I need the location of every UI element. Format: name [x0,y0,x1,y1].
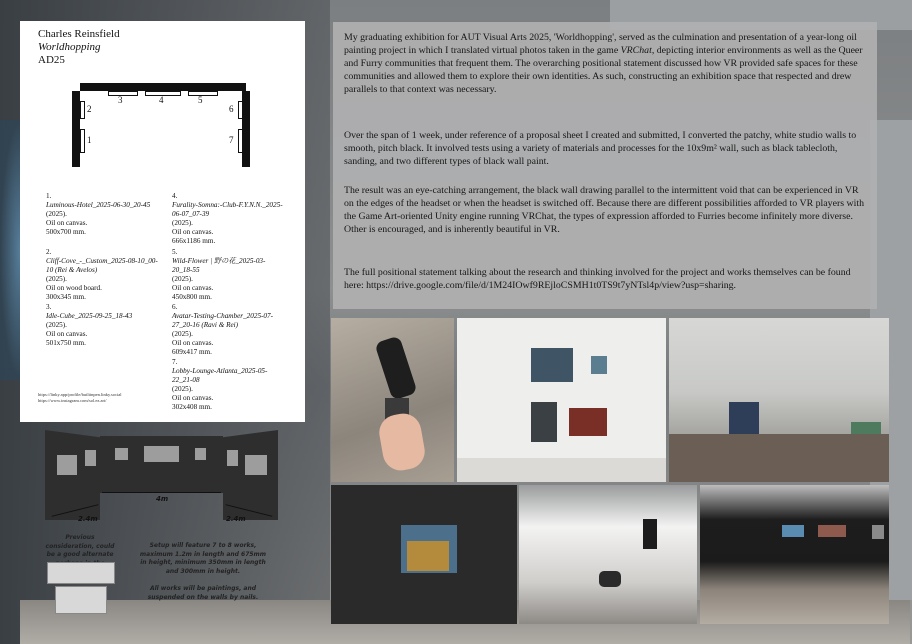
plan-frame-2 [80,101,85,119]
list-item: 3. Idle-Cube_2025-09-25_18-43 (2025). Oil on canvas. 501x750 mm. [46,303,133,347]
proposal-back-wall [100,436,223,493]
alternate-note: Previous consideration, could be a good alternate [45,534,115,558]
statement-paragraph-2: Over the span of 1 week, under reference of a proposal sheet I created and submitted, I converted the patchy, white studio walls to smooth, pitch black. It involved tests using a variety of materials and processes for the 10x9m² wall, such as black tablecloth, sanding, and two different types of black wall paint. [344,130,857,167]
setup-note: Setup will feature 7 to 8 works, maximum 1.2m in length and 675mm in height, minimum 350mm in length and 300mm in height. [139,542,267,575]
list-item: 1. Luminous-Hotel_2025-06-30_20-45 (2025). Oil on canvas. 500x700 mm. [46,192,151,236]
list-item: 6. Avatar-Testing-Chamber_2025-07-27_20-16 (Ravi & Rei) (2025). Oil on canvas. 609x417 mm. [172,303,274,356]
exhibition-code: AD25 [38,54,65,66]
proposal-frame [144,446,179,462]
photo-black-wall-exhibition [700,485,889,624]
proposal-frame [227,450,238,466]
plan-back-wall [80,83,246,91]
instagram-link[interactable]: https://www.instagram.com/sol.ez.art/ [38,398,107,403]
list-item: 4. Furality-Somna:-Club-F.Y.N.N._2025-06-07_07-39 (2025). Oil on canvas. 666x1186 mm. [172,192,283,245]
proposal-frame [57,455,77,475]
artist-statement-panel [333,22,877,309]
photo-gallery-crowd [669,318,889,482]
paintings-note: All works will be paintings, and suspended on the walls by nails. [147,585,259,601]
dimension-arrow [102,492,221,493]
plan-frame-3 [108,91,138,96]
alternate-room-thumbnail [55,586,107,614]
exhibition-info-card [20,21,305,422]
proposal-frame [245,455,267,475]
list-item: 7. Lobby-Lounge-Atlanta_2025-05-22_21-08 (2025). Oil on canvas. 302x408 mm. [172,358,268,411]
plan-frame-7 [238,129,243,153]
plan-frame-6 [238,101,243,119]
exhibition-title: Worldhopping [38,41,101,53]
plan-right-wall [242,91,250,167]
proposal-sheet [45,430,278,614]
statement-paragraph-3: The result was an eye-catching arrangement, the black wall drawing parallel to the intermittent void that can be experienced in VR on the edges of the headset or when the headset is switched off. Because there are different possibilities afforded to VR players with the Game Art-oriented Unity engine running VRChat, the types of expression afforded to Furries become infinitely more diverse. Other is encouraged, and is inherently beautiful in VR. [344,185,865,235]
list-item: 2. Cliff-Cove_-_Custom_2025-08-10_00-10 (Rei & Avelos) (2025). Oil on wood board. 300x345 mm. [46,248,158,301]
statement-paragraph-1: My graduating exhibition for AUT Visual Arts 2025, 'Worldhopping', served as the culmination and presentation of a year-long oil painting project in which I translated virtual photos taken in the game VRChat, depicting interior environments as well as the Queer and Furry communities that frequent them. The overarching positional statement discussed how VR provided safe spaces for these communities and allowed them to explore their own identities. As such, constructing an exhibition space that respected and drew parallels to that context was necessary. [344,32,863,95]
dim-back-label: 4m [156,495,169,503]
dim-left-label: 2.4m [78,515,98,523]
statement-paragraph-4: The full positional statement talking about the research and thinking involved for the project and works themselves can be found here: https://drive.google.com/file/d/1M24IOwf9REjloCSMH1t0TS9t7yNTsl4p/view?usp=sharing. [344,267,851,291]
plan-left-wall [72,91,80,167]
artist-links [38,392,122,404]
plan-number: 6 [229,104,234,114]
photo-studio-black-paint-test [519,485,697,624]
photo-paintings-on-white-wall [457,318,666,482]
plan-number: 3 [118,95,123,105]
plan-number: 4 [159,95,164,105]
plan-number: 1 [87,135,92,145]
photo-painting-on-black-wall [331,485,517,624]
photo-hand-with-roller [331,318,454,482]
plan-number: 5 [198,95,203,105]
proposal-frame [115,448,128,460]
proposal-frame [85,450,96,466]
linky-link[interactable]: https://linky.app/profile/builtinpen.linky.social [38,392,122,397]
plan-frame-1 [80,129,85,153]
artist-name: Charles Reinsfield [38,28,120,40]
plan-number: 7 [229,135,234,145]
alternate-layout-thumbnail [47,562,115,584]
list-item: 5. Wild-Flower | 野の花_2025-03-20_18-55 (2025). Oil on canvas. 450x800 mm. [172,248,266,301]
plan-number: 2 [87,104,92,114]
proposal-frame [195,448,206,460]
floor-plan [72,83,252,173]
dim-right-label: 2.4m [226,515,246,523]
plan-frame-5 [188,91,218,96]
